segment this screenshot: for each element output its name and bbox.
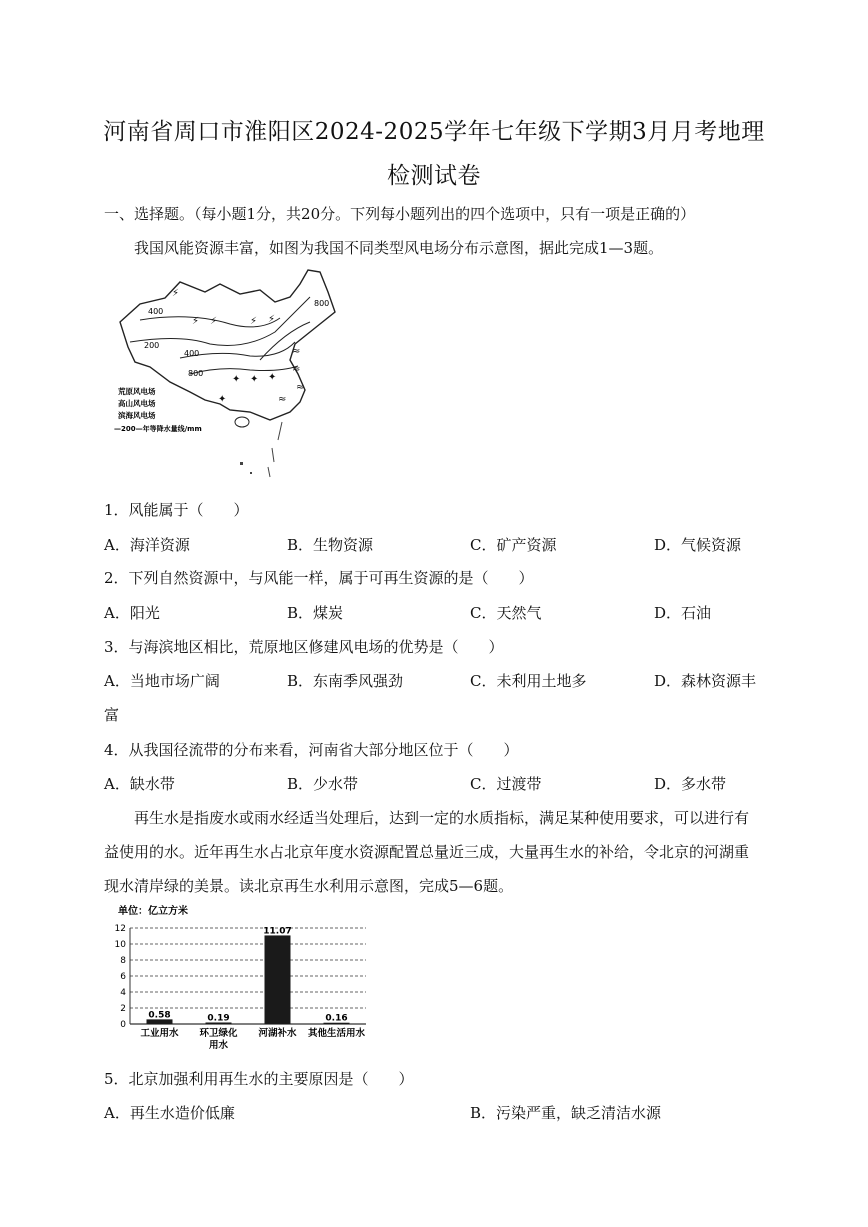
chart-unit-label: 单位：亿立方米 (118, 906, 188, 917)
section-heading: 一、选择题。（每小题1分，共20分。下列每小题列出的四个选项中，只有一项是正确的） (104, 205, 696, 223)
q4-option-c[interactable]: C．过渡带 (470, 775, 542, 793)
svg-text:✦: ✦ (250, 374, 259, 385)
q3-option-d-wrap: 富 (104, 706, 120, 724)
intro-paragraph: 我国风能资源丰富，如图为我国不同类型风电场分布示意图，据此完成1—3题。 (134, 239, 664, 257)
x-category-label: 河湖补水 (258, 1028, 297, 1039)
svg-text:✦: ✦ (268, 372, 277, 383)
isoline-label: 200 (144, 341, 160, 350)
q2-option-b[interactable]: B．煤炭 (287, 604, 344, 622)
q1-option-a[interactable]: A．海洋资源 (104, 536, 190, 554)
y-tick-label: 6 (120, 972, 126, 982)
question-5: 5．北京加强利用再生水的主要原因是（ ） (104, 1070, 414, 1088)
bar-value-label: 0.16 (325, 1013, 348, 1024)
intro2-line2: 益使用的水。近年再生水占北京年度水资源配置总量近三成，大量再生水的补给，令北京的河湖重 (104, 843, 750, 861)
x-category-label: 工业用水 (140, 1028, 179, 1039)
isoline-label: 800 (188, 369, 204, 378)
legend-mountain-wind: 高山风电场 (118, 399, 156, 408)
q4-option-d[interactable]: D．多水带 (654, 775, 727, 793)
q1-option-c[interactable]: C．矿产资源 (470, 536, 557, 554)
isoline-label: 400 (184, 349, 200, 358)
svg-text:⚡: ⚡ (250, 316, 258, 327)
q2-option-c[interactable]: C．天然气 (470, 604, 542, 622)
legend-coastal-wind: 滨海风电场 (118, 411, 156, 420)
intro2-line3: 现水清岸绿的美景。读北京再生水利用示意图，完成5—6题。 (104, 877, 514, 895)
svg-text:⚡: ⚡ (268, 314, 276, 325)
bar-value-label: 11.07 (263, 926, 292, 937)
reclaimed-water-chart (104, 898, 374, 1058)
isoline-label: 800 (314, 299, 330, 308)
y-tick-label: 4 (120, 988, 126, 998)
svg-text:✦: ✦ (218, 394, 227, 405)
legend-desert-wind: 荒原风电场 (118, 387, 156, 396)
q2-option-a[interactable]: A．阳光 (104, 604, 160, 622)
x-category-label: 环卫绿化 (199, 1028, 238, 1039)
page-title-line2: 检测试卷 (387, 163, 481, 189)
q5-option-b[interactable]: B．污染严重，缺乏清洁水源 (470, 1104, 662, 1122)
q2-option-d[interactable]: D．石油 (654, 604, 712, 622)
svg-text:≈: ≈ (292, 364, 301, 375)
bar (265, 935, 291, 1024)
question-4: 4．从我国径流带的分布来看，河南省大部分地区位于（ ） (104, 741, 519, 759)
bar-value-label: 0.58 (148, 1010, 171, 1021)
x-category-label: 其他生活用水 (307, 1028, 366, 1039)
svg-text:⚡: ⚡ (172, 288, 180, 299)
page-title: 河南省周口市淮阳区2024-2025学年七年级下学期3月月考地理 (103, 119, 765, 145)
bar-value-label: 0.19 (207, 1013, 230, 1024)
question-2: 2．下列自然资源中，与风能一样，属于可再生资源的是（ ） (104, 569, 534, 587)
q3-option-c[interactable]: C．未利用土地多 (470, 672, 587, 690)
intro2-line1: 再生水是指废水或雨水经适当处理后，达到一定的水质指标，满足某种使用要求，可以进行有 (134, 809, 750, 827)
svg-text:⚡: ⚡ (210, 316, 218, 327)
q4-option-b[interactable]: B．少水带 (287, 775, 359, 793)
q4-option-a[interactable]: A．缺水带 (104, 775, 175, 793)
q1-option-d[interactable]: D．气候资源 (654, 536, 742, 554)
q3-option-b[interactable]: B．东南季风强劲 (287, 672, 404, 690)
wind-farm-icons (172, 288, 304, 405)
q3-option-d[interactable]: D．森林资源丰 (654, 672, 757, 690)
question-1: 1．风能属于（ ） (104, 501, 249, 519)
q1-option-b[interactable]: B．生物资源 (287, 536, 374, 554)
svg-text:≈: ≈ (278, 394, 287, 405)
q5-option-a[interactable]: A．再生水造价低廉 (104, 1104, 235, 1122)
wind-farm-map (110, 262, 342, 490)
y-tick-label: 12 (114, 924, 126, 934)
svg-text:✦: ✦ (232, 374, 241, 385)
svg-text:≈: ≈ (296, 382, 305, 393)
q3-option-a[interactable]: A．当地市场广阔 (104, 672, 220, 690)
isoline-label: 400 (148, 307, 164, 316)
y-tick-label: 0 (120, 1020, 126, 1030)
y-tick-label: 8 (120, 956, 126, 966)
svg-text:⚡: ⚡ (192, 316, 200, 327)
question-3: 3．与海滨地区相比，荒原地区修建风电场的优势是（ ） (104, 638, 504, 656)
svg-text:≈: ≈ (292, 346, 301, 357)
y-tick-label: 10 (114, 940, 126, 950)
y-tick-label: 2 (120, 1004, 126, 1014)
x-category-label: 用水 (208, 1040, 229, 1051)
legend-isohyet: —200—年等降水量线/mm (114, 425, 202, 433)
